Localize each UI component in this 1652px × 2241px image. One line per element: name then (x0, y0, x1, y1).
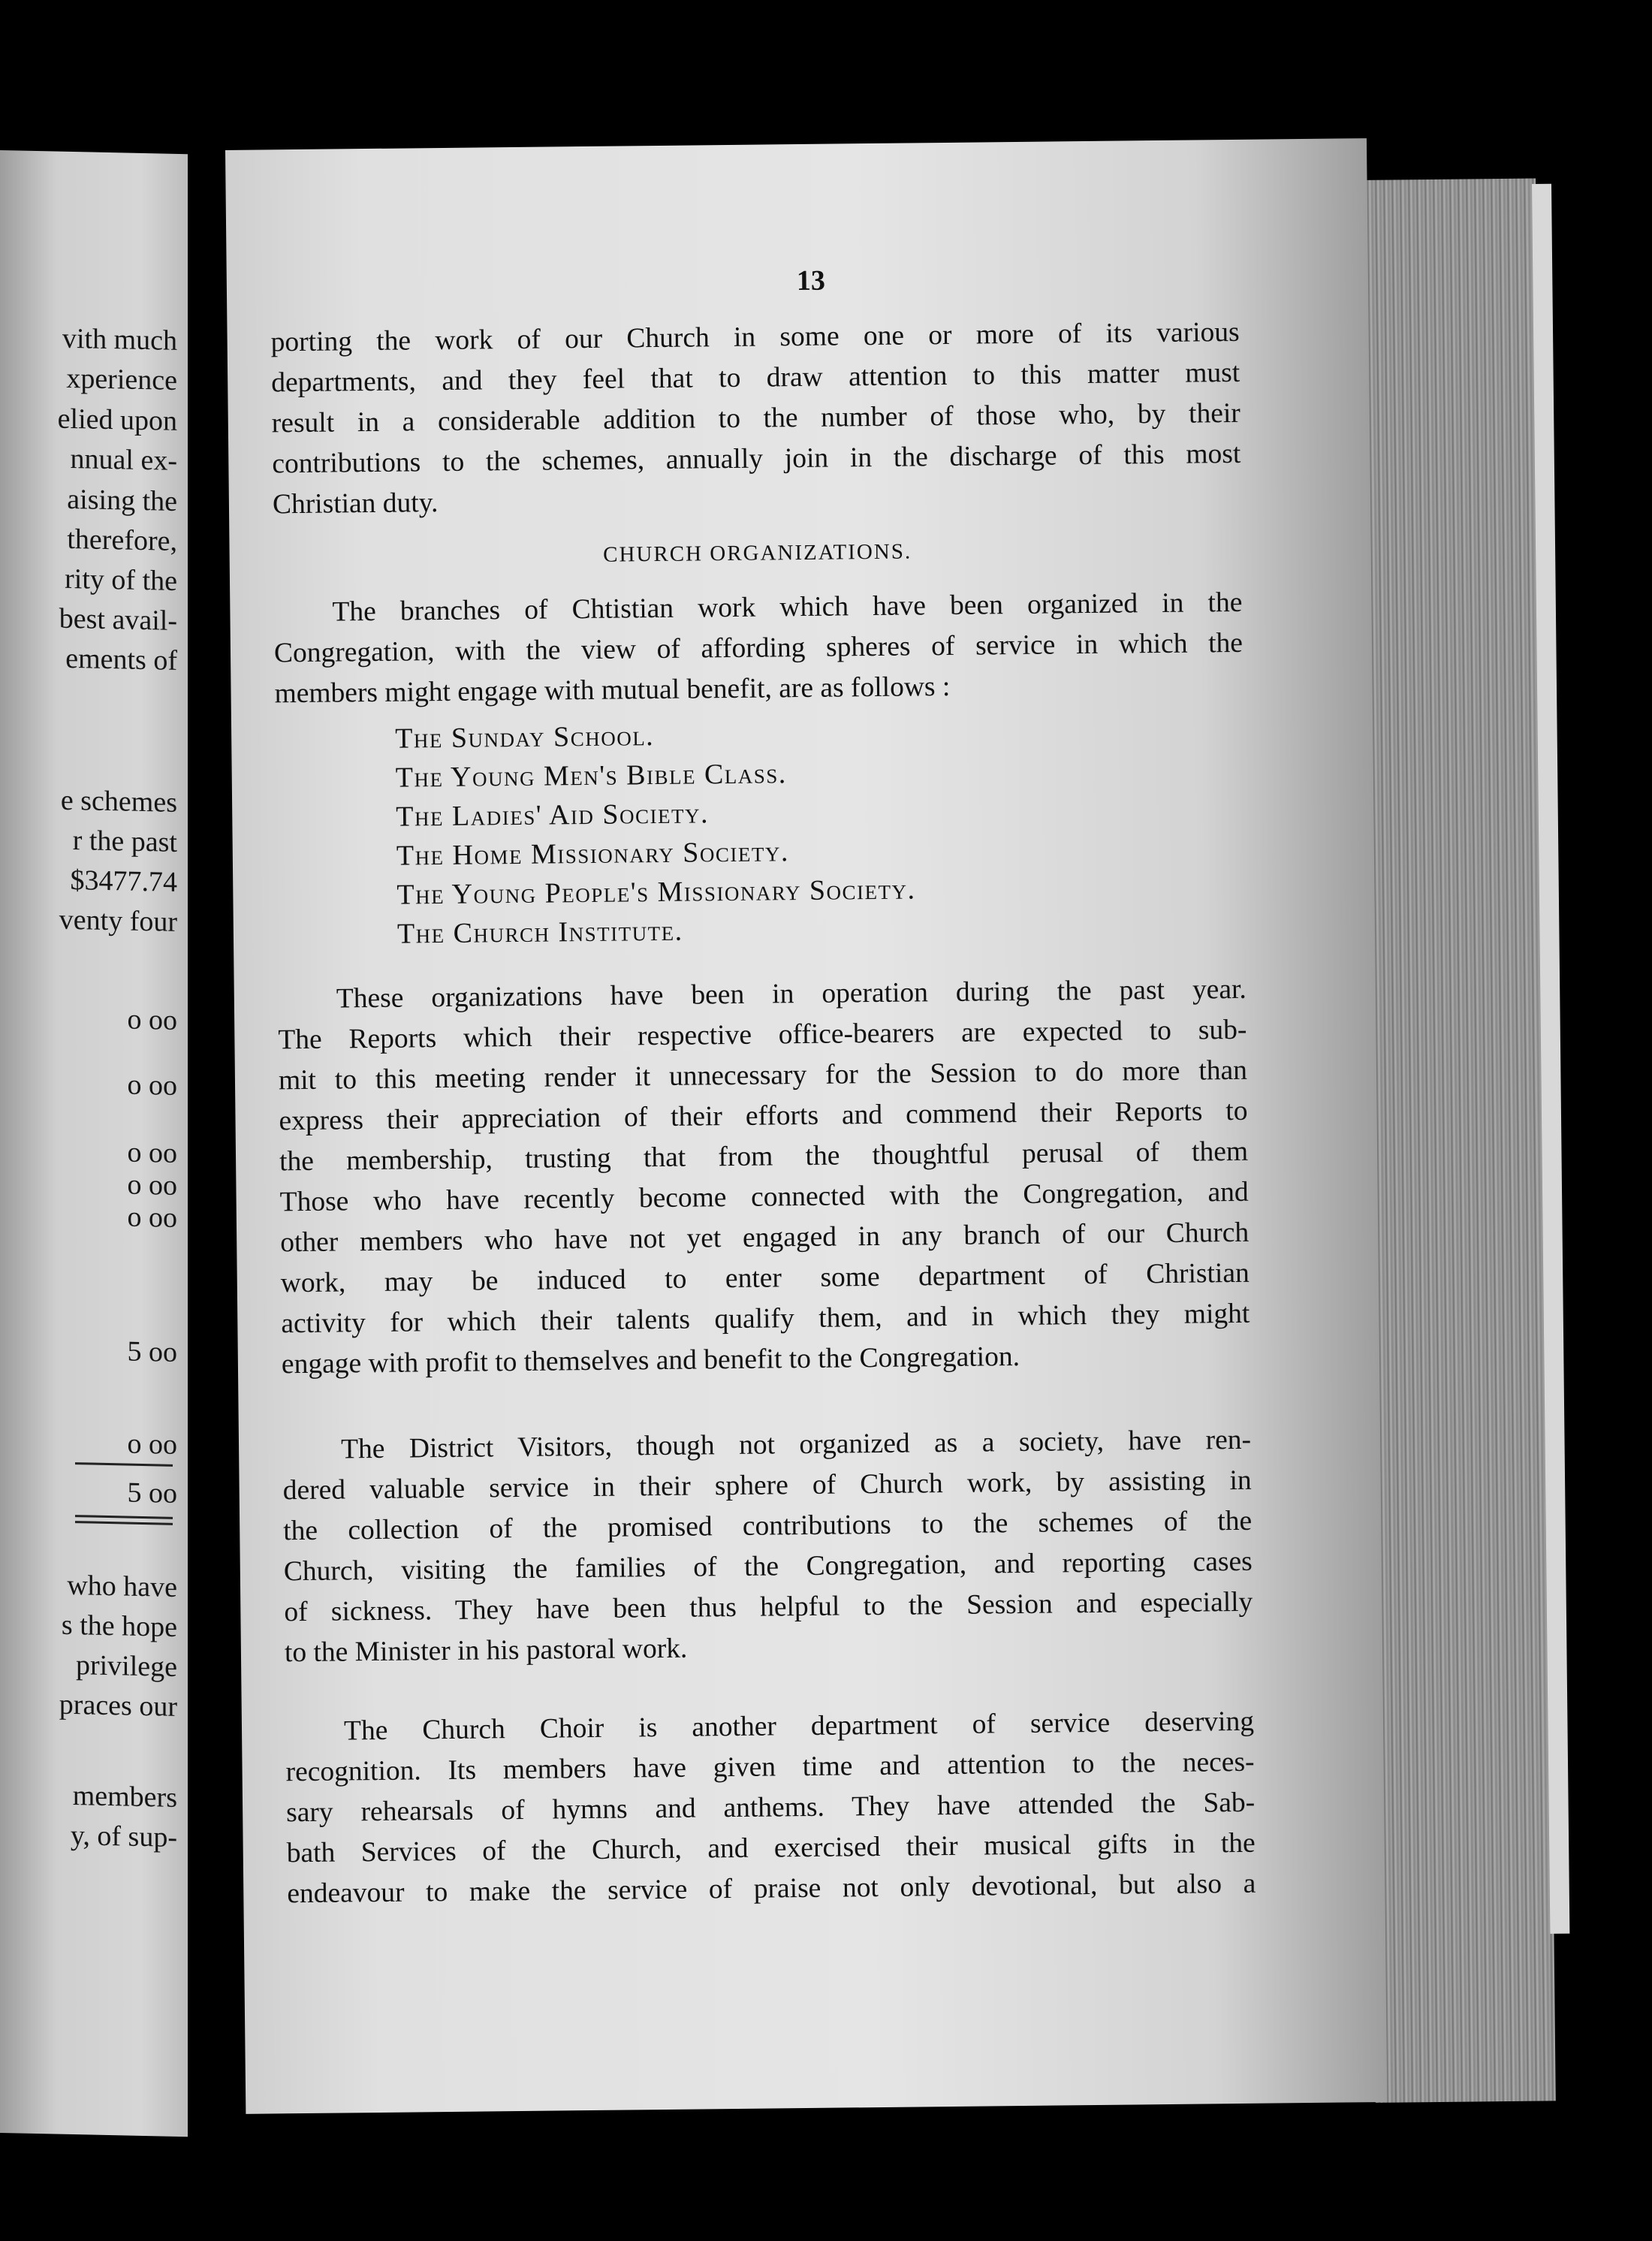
paragraph-continuation (270, 312, 1241, 525)
left-page-line: venty four (59, 903, 177, 938)
paragraph-organizations-intro (273, 583, 1244, 714)
left-page-line: y, of sup- (70, 1819, 177, 1853)
left-page-amount: 5 oo (127, 1476, 177, 1510)
organizations-list (395, 713, 916, 953)
text-line: activity for which their talents qualify them, and in which they might (281, 1298, 1250, 1340)
left-page-line: rity of the (65, 563, 177, 597)
left-page-line: praces our (59, 1688, 177, 1723)
left-page-line: e schemes (60, 784, 177, 819)
text-line: Church, visiting the families of the Congregation, and reporting cases (283, 1546, 1253, 1588)
text-line: These organizations have been in operation during the past year. (336, 973, 1247, 1015)
text-line: the membership, trusting that from the thoughtful perusal of them (279, 1136, 1249, 1178)
paragraph-organizations-reports (278, 970, 1251, 1385)
left-page-line: $3477.74 (70, 864, 177, 898)
left-page-line: privilege (75, 1649, 177, 1683)
list-item: The Young Men's Bible Class. (395, 758, 788, 794)
text-line: The branches of Chtistian work which have been organized in the (332, 587, 1243, 628)
text-line: recognition. Its members have given time and attention to the neces- (285, 1746, 1255, 1788)
text-line: dered valuable service in their sphere of Church work, by assisting in (282, 1464, 1252, 1507)
left-page-line: vith much (62, 322, 177, 357)
text-line: work, may be induced to enter some department of Christian (280, 1257, 1250, 1299)
text-line: result in a considerable addition to the number of those who, by their (271, 397, 1241, 439)
text-line: contributions to the schemes, annually join in the discharge of this most (272, 438, 1241, 480)
book-page (225, 138, 1387, 2114)
text-line: Christian duty. (272, 487, 439, 520)
left-page-line: xperience (66, 362, 177, 397)
paragraph-district-visitors (282, 1420, 1253, 1673)
text-line: Those who have recently become connected with the Congregation, and (279, 1176, 1249, 1218)
section-heading: CHURCH ORGANIZATIONS. (603, 539, 912, 567)
page-content (269, 140, 1256, 1910)
previous-page-fragment (0, 150, 188, 2137)
page-edges-stack (1355, 178, 1556, 2102)
list-item: The Home Missionary Society. (396, 836, 790, 872)
left-page-line: r the past (72, 825, 177, 858)
left-page-line: aising the (67, 483, 177, 517)
left-page-amount: 5 oo (127, 1335, 177, 1368)
left-page-rule (75, 1521, 173, 1525)
text-line: other members who have not yet engaged in any branch of our Church (280, 1217, 1250, 1259)
list-item: The Sunday School. (394, 720, 655, 755)
left-page-line: members (72, 1780, 177, 1814)
text-line: bath Services of the Church, and exercised their musical gifts in the (286, 1827, 1256, 1869)
list-item: The Young People's Missionary Society. (396, 873, 916, 911)
text-line: The Reports which their respective office-bearers are expected to sub- (278, 1014, 1247, 1056)
left-page-amount: o oo (127, 1136, 177, 1169)
text-line: members might engage with mutual benefit, are as follows : (274, 671, 951, 710)
left-page-rule (75, 1515, 173, 1519)
text-line: departments, and they feel that to draw attention to this matter must (271, 357, 1241, 399)
text-line: to the Minister in his pastoral work. (284, 1633, 688, 1669)
left-page-rule (75, 1462, 173, 1467)
page-number: 13 (796, 264, 826, 297)
text-line: express their appreciation of their efforts and commend their Reports to (279, 1095, 1248, 1137)
left-page-amount: o oo (127, 1069, 177, 1102)
text-line: of sickness. They have been thus helpful to the Session and especially (284, 1586, 1253, 1628)
text-line: Congregation, with the view of affording spheres of service in which the (273, 627, 1244, 669)
text-line: The District Visitors, though not organized as a society, have ren- (340, 1424, 1252, 1465)
left-page-line: who have (67, 1569, 177, 1603)
list-item: The Church Institute. (396, 915, 683, 950)
left-page-amount: o oo (127, 1201, 177, 1234)
left-page-line: best avail- (59, 602, 177, 637)
text-line: engage with profit to themselves and benefit to the Congregation. (281, 1341, 1020, 1380)
text-line: endeavour to make the service of praise not only devotional, but also a (287, 1868, 1256, 1910)
left-page-line: nnual ex- (70, 442, 177, 477)
text-line: porting the work of our Church in some one or more of its various (270, 316, 1240, 358)
text-line: mit to this meeting render it unnecessary for the Session to do more than (278, 1054, 1248, 1096)
left-page-amount: o oo (127, 1169, 177, 1202)
paragraph-church-choir (285, 1702, 1256, 1914)
text-line: sary rehearsals of hymns and anthems. They have attended the Sab- (285, 1787, 1256, 1829)
left-page-line: elied upon (57, 403, 177, 437)
left-page-line: therefore, (67, 523, 177, 557)
left-page-line: ements of (65, 642, 177, 677)
list-item: The Ladies' Aid Society. (396, 798, 710, 833)
left-page-line: s the hope (61, 1609, 177, 1643)
text-line: the collection of the promised contributions to the schemes of the (283, 1505, 1253, 1547)
left-page-amount: o oo (127, 1003, 177, 1036)
left-page-amount: o oo (127, 1428, 177, 1461)
text-line: The Church Choir is another department of service deserving (343, 1706, 1255, 1747)
